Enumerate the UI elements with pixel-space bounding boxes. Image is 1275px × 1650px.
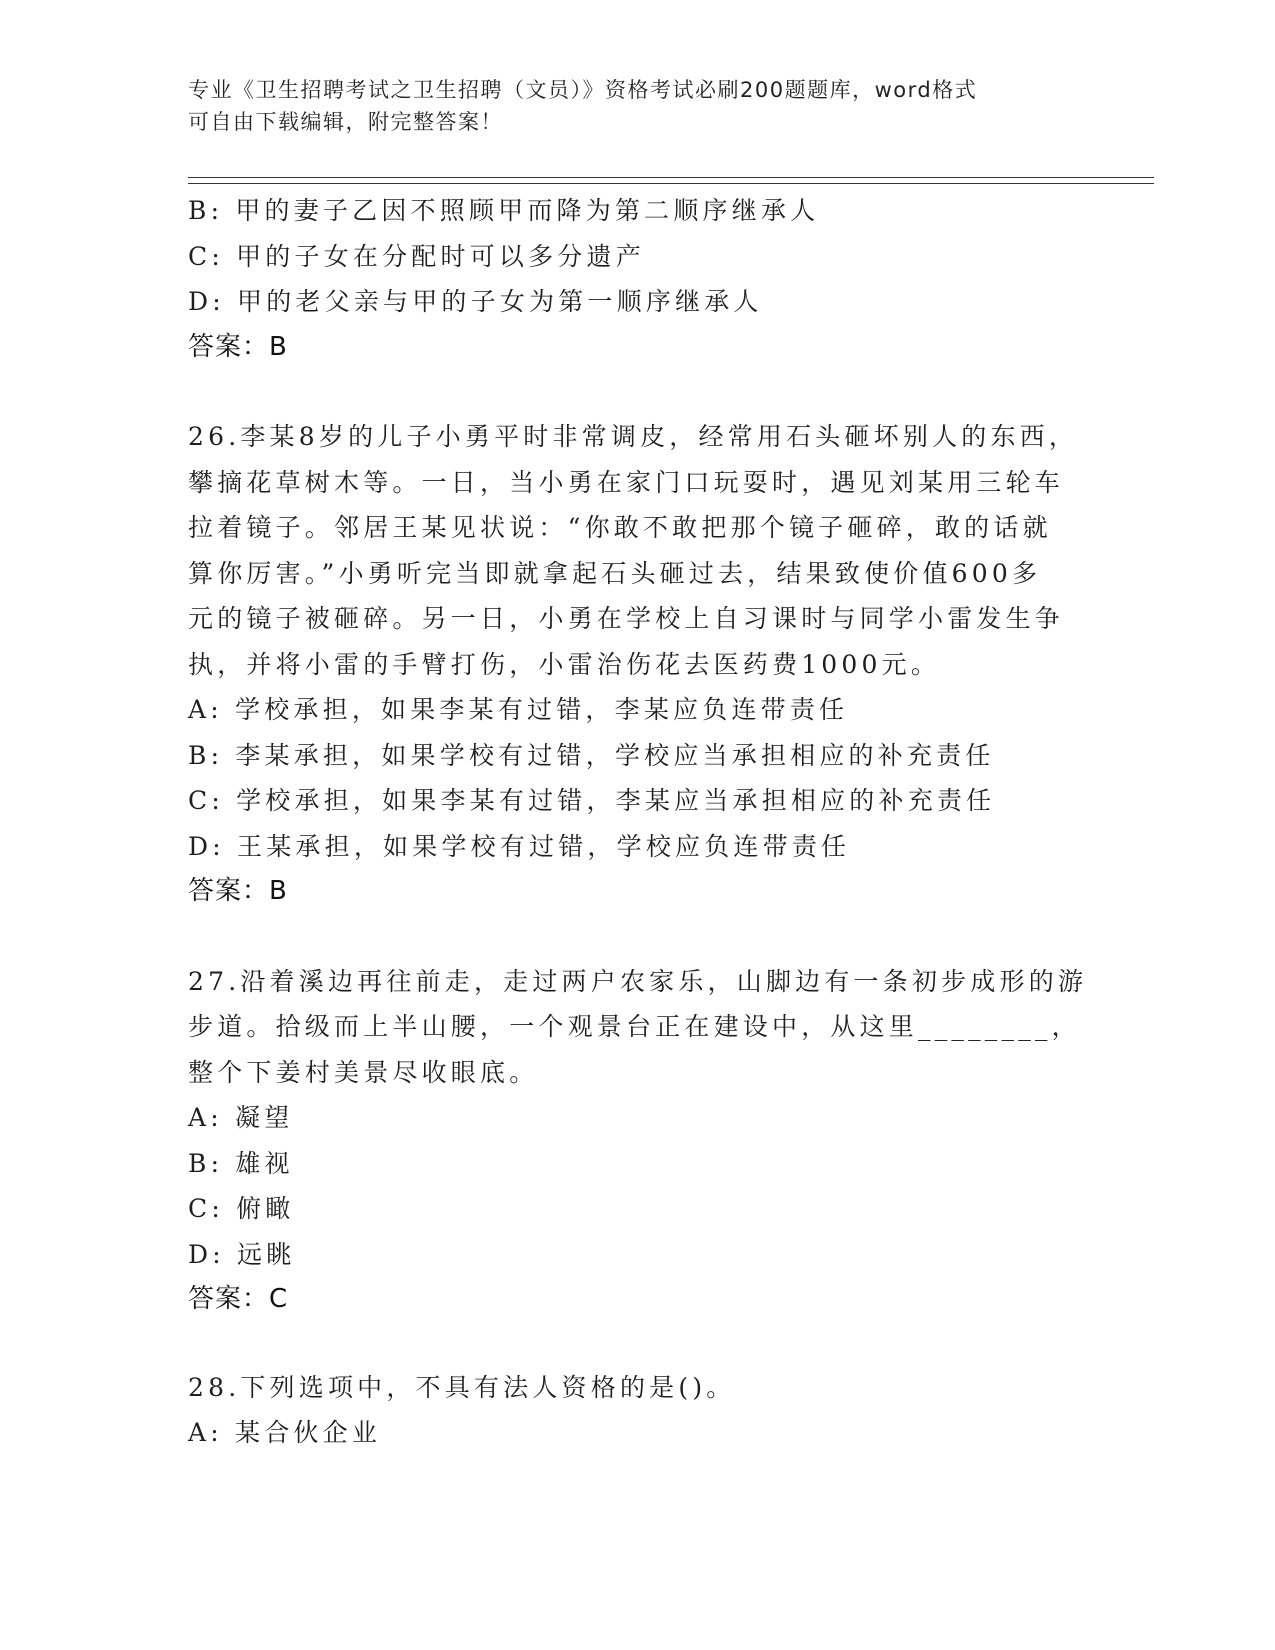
question-stem-line: 攀摘花草树木等。一日，当小勇在家门口玩耍时，遇见刘某用三轮车	[188, 467, 1065, 497]
question-26	[188, 414, 1088, 915]
question-25	[188, 188, 1088, 370]
question-stem-line: 拉着镜子。邻居王某见状说：“你敢不敢把那个镜子砸碎，敢的话就	[188, 513, 1052, 542]
option-a: A: 凝望	[188, 1103, 294, 1132]
question-content	[188, 188, 1088, 1456]
header-rule-bottom	[188, 183, 1154, 184]
option-d: D: 甲的老父亲与甲的子女为第一顺序继承人	[188, 287, 763, 316]
option-b: B: 李某承担，如果学校有过错，学校应当承担相应的补充责任	[188, 740, 995, 770]
option-b: B: 甲的妻子乙因不照顾甲而降为第二顺序继承人	[188, 196, 820, 225]
question-stem-line: 26.李某8岁的儿子小勇平时非常调皮，经常用石头砸坏别人的东西，	[188, 422, 1079, 451]
option-a: A: 学校承担，如果李某有过错，李某应负连带责任	[188, 695, 849, 724]
option-c: C: 俯瞰	[188, 1194, 295, 1223]
option-b: B: 雄视	[188, 1148, 294, 1178]
header-rule-top	[188, 177, 1154, 178]
spacer	[188, 915, 1088, 959]
option-d: D: 王某承担，如果学校有过错，学校应负连带责任	[188, 831, 851, 861]
header-line-1: 专业《卫生招聘考试之卫生招聘（文员）》资格考试必刷200题题库，word格式	[188, 78, 978, 102]
answer-line: 答案：B	[188, 876, 288, 906]
spacer	[188, 370, 1088, 414]
spacer	[188, 1323, 1088, 1365]
question-stem-line: 执，并将小雷的手臂打伤，小雷治伤花去医药费1000元。	[188, 649, 941, 679]
question-stem-line: 28.下列选项中，不具有法人资格的是()。	[188, 1372, 736, 1402]
document-header	[188, 74, 1068, 138]
question-28	[188, 1365, 1088, 1456]
option-a: A: 某合伙企业	[188, 1418, 382, 1447]
answer-line: 答案：C	[188, 1284, 289, 1314]
question-stem-line: 整个下姜村美景尽收眼底。	[188, 1057, 539, 1087]
question-stem-line: 27.沿着溪边再往前走，走过两户农家乐，山脚边有一条初步成形的游	[188, 966, 1088, 996]
answer-line: 答案：B	[188, 331, 288, 362]
option-c: C: 学校承担，如果李某有过错，李某应当承担相应的补充责任	[188, 786, 996, 815]
option-d: D: 远眺	[188, 1239, 296, 1269]
option-c: C: 甲的子女在分配时可以多分遗产	[188, 241, 645, 271]
header-line-2: 可自由下载编辑，附完整答案！	[188, 110, 503, 134]
question-27	[188, 959, 1088, 1323]
question-stem-line: 步道。拾级而上半山腰，一个观景台正在建设中，从这里________，	[188, 1012, 1081, 1041]
question-stem-line: 算你厉害。”小勇听完当即就拿起石头砸过去，结果致使价值600多	[188, 558, 1042, 588]
question-stem-line: 元的镜子被砸碎。另一日，小勇在学校上自习课时与同学小雷发生争	[188, 604, 1065, 633]
